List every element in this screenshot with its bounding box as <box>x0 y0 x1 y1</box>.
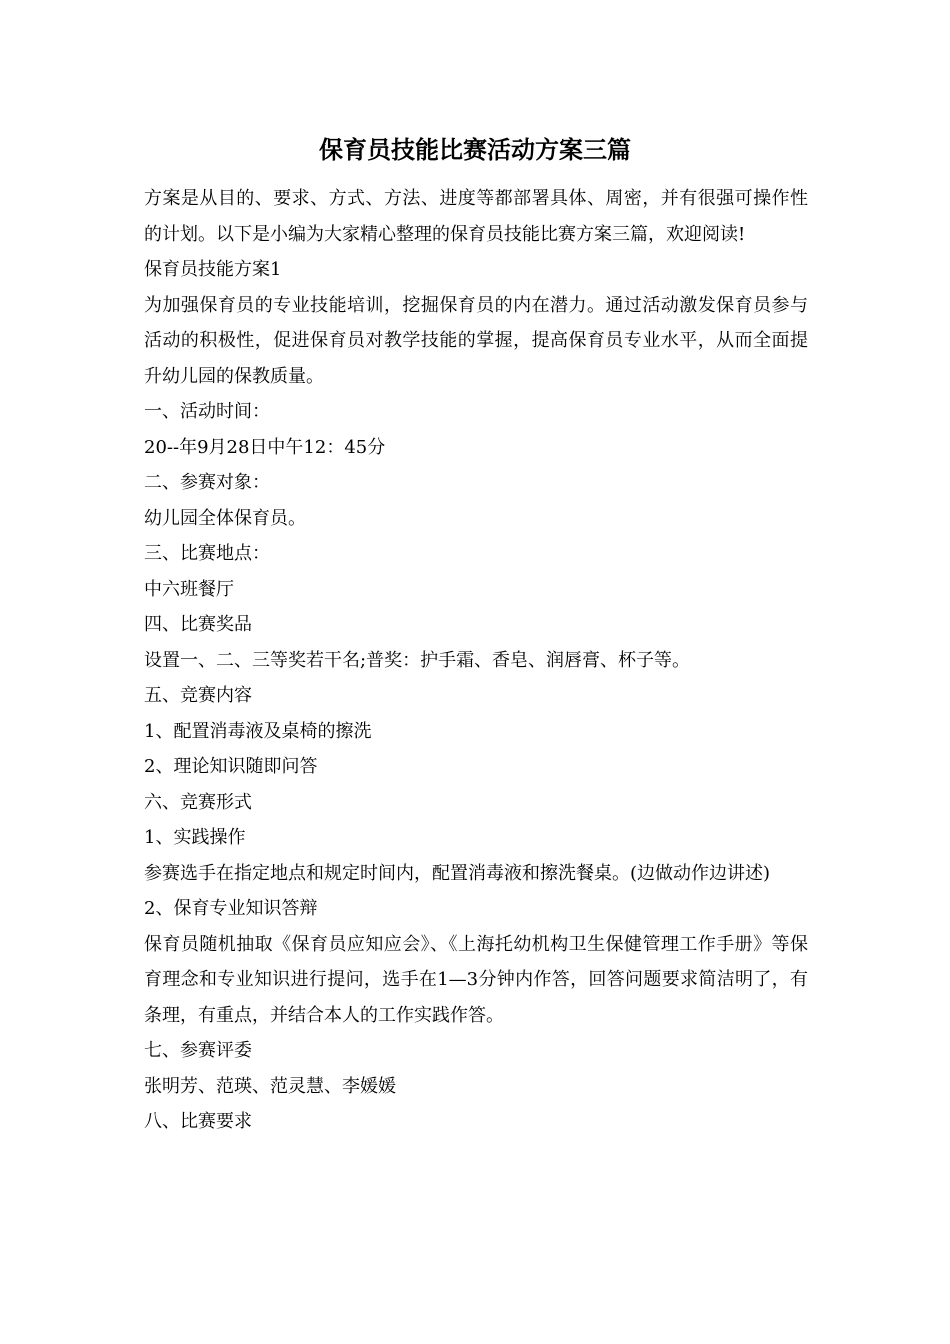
heading-venue: 三、比赛地点： <box>144 543 270 564</box>
format-item-2-detail: 保育员随机抽取《保育员应知应会》、《上海托幼机构卫生保健管理工作手册》等保育理念和专业知识进行提问，选手在1—3分钟内作答，回答问题要求简洁明了，有条理，有重点，并结合本人的工作实践作答。 <box>144 933 808 1026</box>
purpose-paragraph: 为加强保育员的专业技能培训，挖掘保育员的内在潜力。通过活动激发保育员参与活动的积极性，促进保育员对教学技能的掌握，提高保育员专业水平，从而全面提升幼儿园的保教质量。 <box>144 294 808 387</box>
content-item-1: 1、配置消毒液及桌椅的擦洗 <box>144 720 372 742</box>
content-item-2: 2、理论知识随即问答 <box>144 756 318 777</box>
document-body <box>144 181 808 1140</box>
venue-value: 中六班餐厅 <box>144 578 234 600</box>
format-item-1: 1、实践操作 <box>144 827 246 848</box>
intro-paragraph: 方案是从目的、要求、方式、方法、进度等都部署具体、周密，并有很强可操作性的计划。以下是小编为大家精心整理的保育员技能比赛方案三篇，欢迎阅读! <box>144 188 808 245</box>
participants-value: 幼儿园全体保育员。 <box>144 507 306 529</box>
judges-value: 张明芳、范瑛、范灵慧、李媛媛 <box>144 1075 396 1097</box>
document-title: 保育员技能比赛活动方案三篇 <box>319 135 631 164</box>
heading-contents: 五、竞赛内容 <box>144 685 252 706</box>
heading-requirements: 八、比赛要求 <box>144 1111 252 1132</box>
format-item-1-detail: 参赛选手在指定地点和规定时间内，配置消毒液和擦洗餐桌。(边做动作边讲述) <box>144 862 771 884</box>
heading-prizes: 四、比赛奖品 <box>144 614 252 635</box>
prizes-value: 设置一、二、三等奖若干名;普奖：护手霜、香皂、润唇膏、杯子等。 <box>144 649 691 671</box>
heading-judges: 七、参赛评委 <box>144 1040 252 1061</box>
activity-time-value: 20--年9月28日中午12：45分 <box>144 436 386 458</box>
format-item-2: 2、保育专业知识答辩 <box>144 898 318 919</box>
heading-activity-time: 一、活动时间： <box>144 401 270 422</box>
heading-format: 六、竞赛形式 <box>144 791 252 813</box>
heading-participants: 二、参赛对象： <box>144 472 270 493</box>
section-heading-plan-1: 保育员技能方案1 <box>144 259 282 280</box>
